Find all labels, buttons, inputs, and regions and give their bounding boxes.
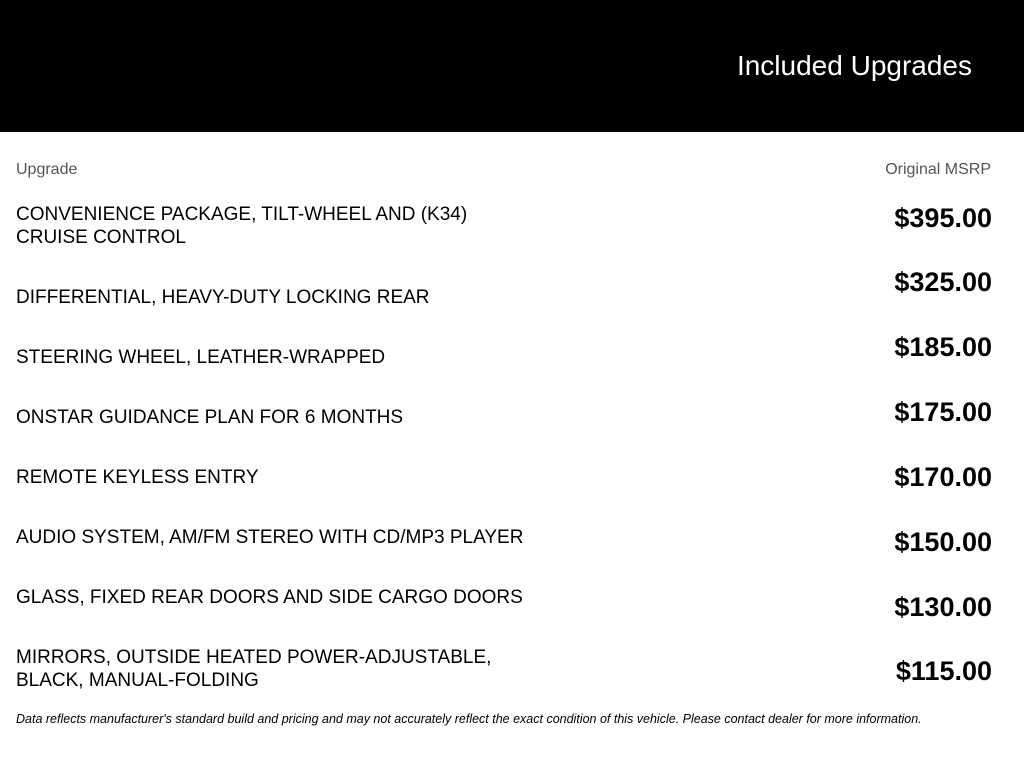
upgrade-name: REMOTE KEYLESS ENTRY [16, 467, 259, 488]
upgrade-price: $185.00 [894, 332, 992, 362]
upgrade-name: GLASS, FIXED REAR DOORS AND SIDE CARGO DOORS [16, 587, 523, 608]
upgrade-name: CONVENIENCE PACKAGE, TILT-WHEEL AND (K34) CRUISE CONTROL [16, 204, 468, 248]
upgrade-price: $395.00 [894, 203, 992, 233]
upgrade-price: $115.00 [895, 656, 992, 686]
upgrade-price: $150.00 [894, 527, 992, 557]
upgrade-name: STEERING WHEEL, LEATHER-WRAPPED [16, 347, 386, 368]
upgrade-name: ONSTAR GUIDANCE PLAN FOR 6 MONTHS [16, 407, 404, 428]
upgrade-price: $175.00 [894, 397, 992, 427]
upgrade-price: $170.00 [894, 462, 992, 492]
upgrade-name: AUDIO SYSTEM, AM/FM STEREO WITH CD/MP3 PLAYER [16, 527, 524, 548]
upgrade-price: $130.00 [894, 592, 992, 622]
upgrade-name: MIRRORS, OUTSIDE HEATED POWER-ADJUSTABLE, BLACK, MANUAL-FOLDING [16, 647, 492, 691]
disclaimer-text: Data reflects manufacturer's standard build and pricing and may not accurately reflect the exact condition of this vehicle. Please contact dealer for more information. [16, 712, 922, 726]
header-bar [0, 0, 1024, 132]
column-header-msrp: Original MSRP [885, 161, 991, 178]
page-title: Included Upgrades [736, 50, 972, 81]
upgrade-price: $325.00 [894, 267, 992, 297]
upgrade-name: DIFFERENTIAL, HEAVY-DUTY LOCKING REAR [16, 287, 430, 308]
column-header-upgrade: Upgrade [16, 161, 78, 178]
